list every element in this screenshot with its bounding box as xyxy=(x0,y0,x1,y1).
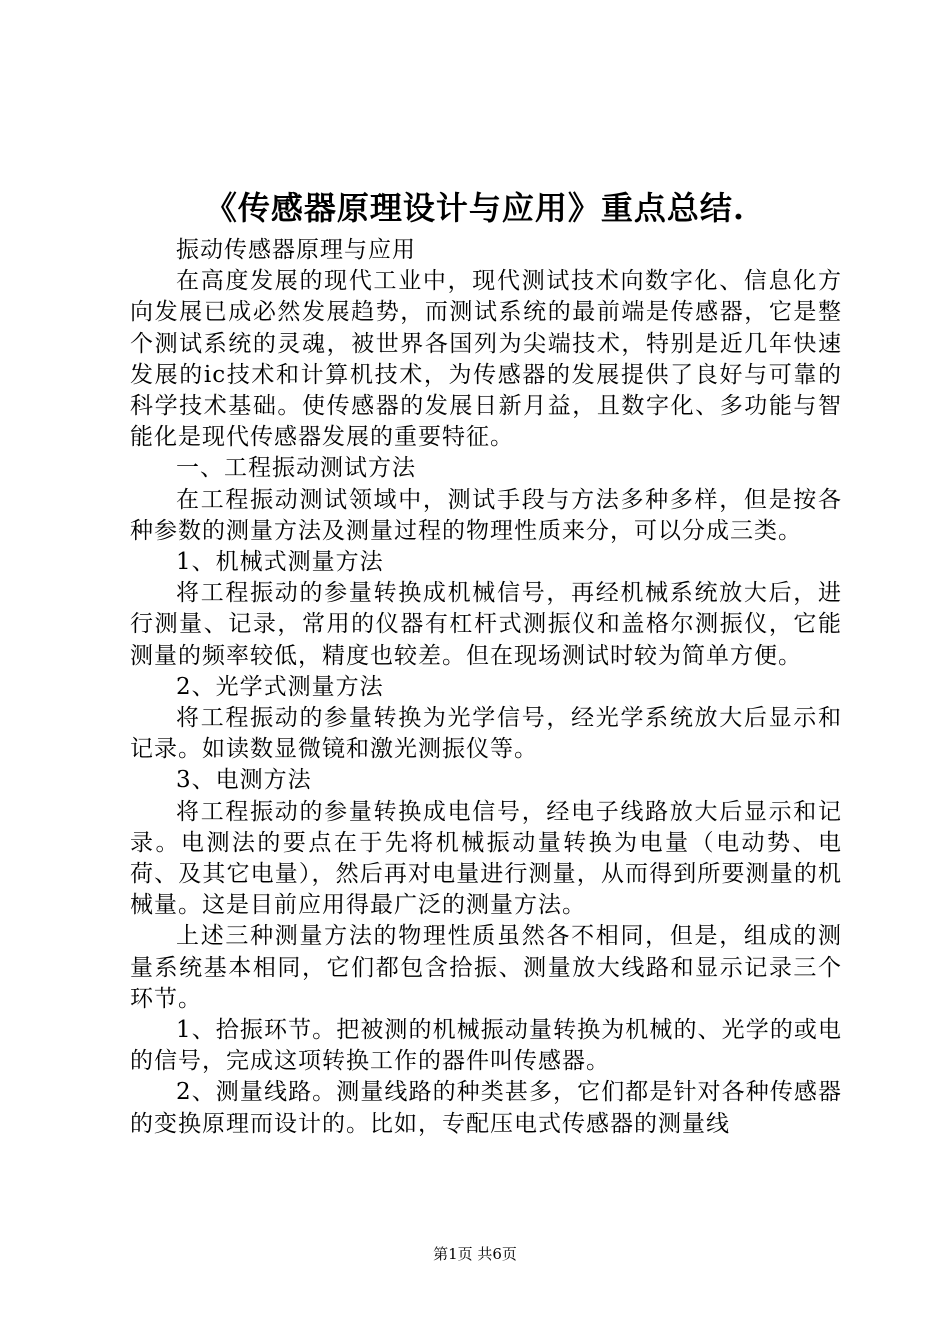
document-title: 《传感器原理设计与应用》重点总结. xyxy=(204,189,746,227)
paragraph: 在工程振动测试领域中，测试手段与方法多种多样，但是按各种参数的测量方法及测量过程的物理性质来分，可以分成三类。 xyxy=(130,486,842,544)
paragraph-heading: 3、电测方法 xyxy=(176,767,312,794)
paragraph-heading: 2、光学式测量方法 xyxy=(176,673,384,700)
paragraph: 在高度发展的现代工业中，现代测试技术向数字化、信息化方向发展已成必然发展趋势，而测试系统的最前端是传感器，它是整个测试系统的灵魂，被世界各国列为尖端技术，特别是近几年快速发展的ic技术和计算机技术，为传感器的发展提供了良好与可靠的科学技术基础。使传感器的发展日新月益，且数字化、多功能与智能化是现代传感器发展的重要特征。 xyxy=(130,268,842,451)
paragraph: 将工程振动的参量转换成电信号，经电子线路放大后显示和记录。电测法的要点在于先将机械振动量转换为电量（电动势、电荷、及其它电量），然后再对电量进行测量，从而得到所要测量的机械量。这是目前应用得最广泛的测量方法。 xyxy=(130,798,842,919)
page-number-footer: 第1页 共6页 xyxy=(433,1245,517,1263)
paragraph: 将工程振动的参量转换成机械信号，再经机械系统放大后，进行测量、记录，常用的仪器有杠杆式测振仪和盖格尔测振仪，它能测量的频率较低，精度也较差。但在现场测试时较为简单方便。 xyxy=(130,580,842,669)
document-body xyxy=(130,235,842,1140)
paragraph: 1、拾振环节。把被测的机械振动量转换为机械的、光学的或电的信号，完成这项转换工作的器件叫传感器。 xyxy=(130,1017,842,1075)
paragraph: 2、测量线路。测量线路的种类甚多，它们都是针对各种传感器的变换原理而设计的。比如，专配压电式传感器的测量线 xyxy=(130,1079,842,1137)
paragraph: 将工程振动的参量转换为光学信号，经光学系统放大后显示和记录。如读数显微镜和激光测振仪等。 xyxy=(130,705,842,763)
paragraph: 上述三种测量方法的物理性质虽然各不相同，但是，组成的测量系统基本相同，它们都包含拾振、测量放大线路和显示记录三个环节。 xyxy=(130,923,842,1012)
paragraph-section-heading: 振动传感器原理与应用 xyxy=(176,237,416,263)
paragraph-heading: 1、机械式测量方法 xyxy=(176,549,384,576)
paragraph-heading: 一、工程振动测试方法 xyxy=(176,455,416,482)
